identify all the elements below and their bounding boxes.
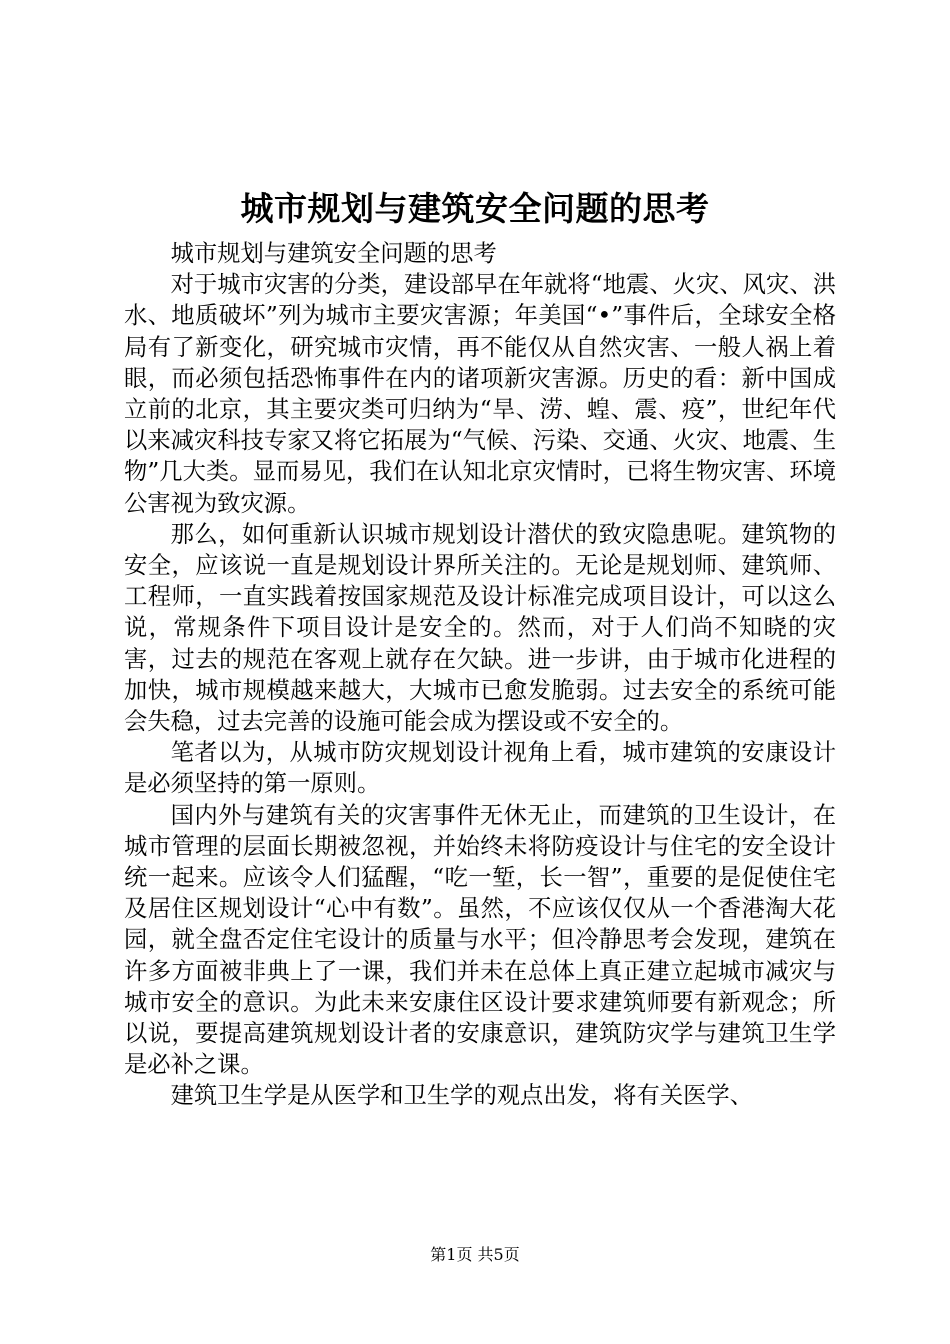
paragraph-subtitle: 城市规划与建筑安全问题的思考 [170, 240, 497, 267]
page-indicator: 第1页 共5页 [430, 1245, 520, 1264]
paragraph: 国内外与建筑有关的灾害事件无休无止，而建筑的卫生设计，在城市管理的层面长期被忽视，并始终未将防疫设计与住宅的安全设计统一起来。应该令人们猛醒，“吃一堑，长一智”，重要的是促使住宅及居住区规划设计“心中有数”。虽然，不应该仅仅从一个香港淘大花园，就全盘否定住宅设计的质量与水平；但冷静思考会发现，建筑在许多方面被非典上了一课，我们并未在总体上真正建立起城市减灾与城市安全的意识。为此未来安康住区设计要求建筑师要有新观念；所以说，要提高建筑规划设计者的安康意识，建筑防灾学与建筑卫生学是必补之课。 [124, 801, 836, 1079]
paragraph: 笔者以为，从城市防灾规划设计视角上看，城市建筑的安康设计是必须坚持的第一原则。 [124, 739, 836, 798]
paragraph: 建筑卫生学是从医学和卫生学的观点出发，将有关医学、 [170, 1082, 754, 1110]
paragraph: 对于城市灾害的分类，建设部早在年就将“地震、火灾、风灾、洪水、地质破坏”列为城市主要灾害源；年美国“•”事件后，全球安全格局有了新变化，研究城市灾情，再不能仅从自然灾害、一般人祸上着眼，而必须包括恐怖事件在内的诸项新灾害源。历史的看：新中国成立前的北京，其主要灾类可归纳为“旱、涝、蝗、震、疫”，世纪年代以来减灾科技专家又将它拓展为“气候、污染、交通、火灾、地震、生物”几大类。显而易见，我们在认知北京灾情时，已将生物灾害、环境公害视为致灾源。 [124, 271, 836, 517]
document-title: 城市规划与建筑安全问题的思考 [240, 189, 710, 228]
page-footer [0, 1244, 950, 1266]
document-body [124, 238, 836, 1112]
paragraph: 那么，如何重新认识城市规划设计潜伏的致灾隐患呢。建筑物的安全，应该说一直是规划设计界所关注的。无论是规划师、建筑师、工程师，一直实践着按国家规范及设计标准完成项目设计，可以这么说，常规条件下项目设计是安全的。然而，对于人们尚不知晓的灾害，过去的规范在客观上就存在欠缺。进一步讲，由于城市化进程的加快，城市规模越来越大，大城市已愈发脆弱。过去安全的系统可能会失稳，过去完善的设施可能会成为摆设或不安全的。 [124, 520, 836, 736]
